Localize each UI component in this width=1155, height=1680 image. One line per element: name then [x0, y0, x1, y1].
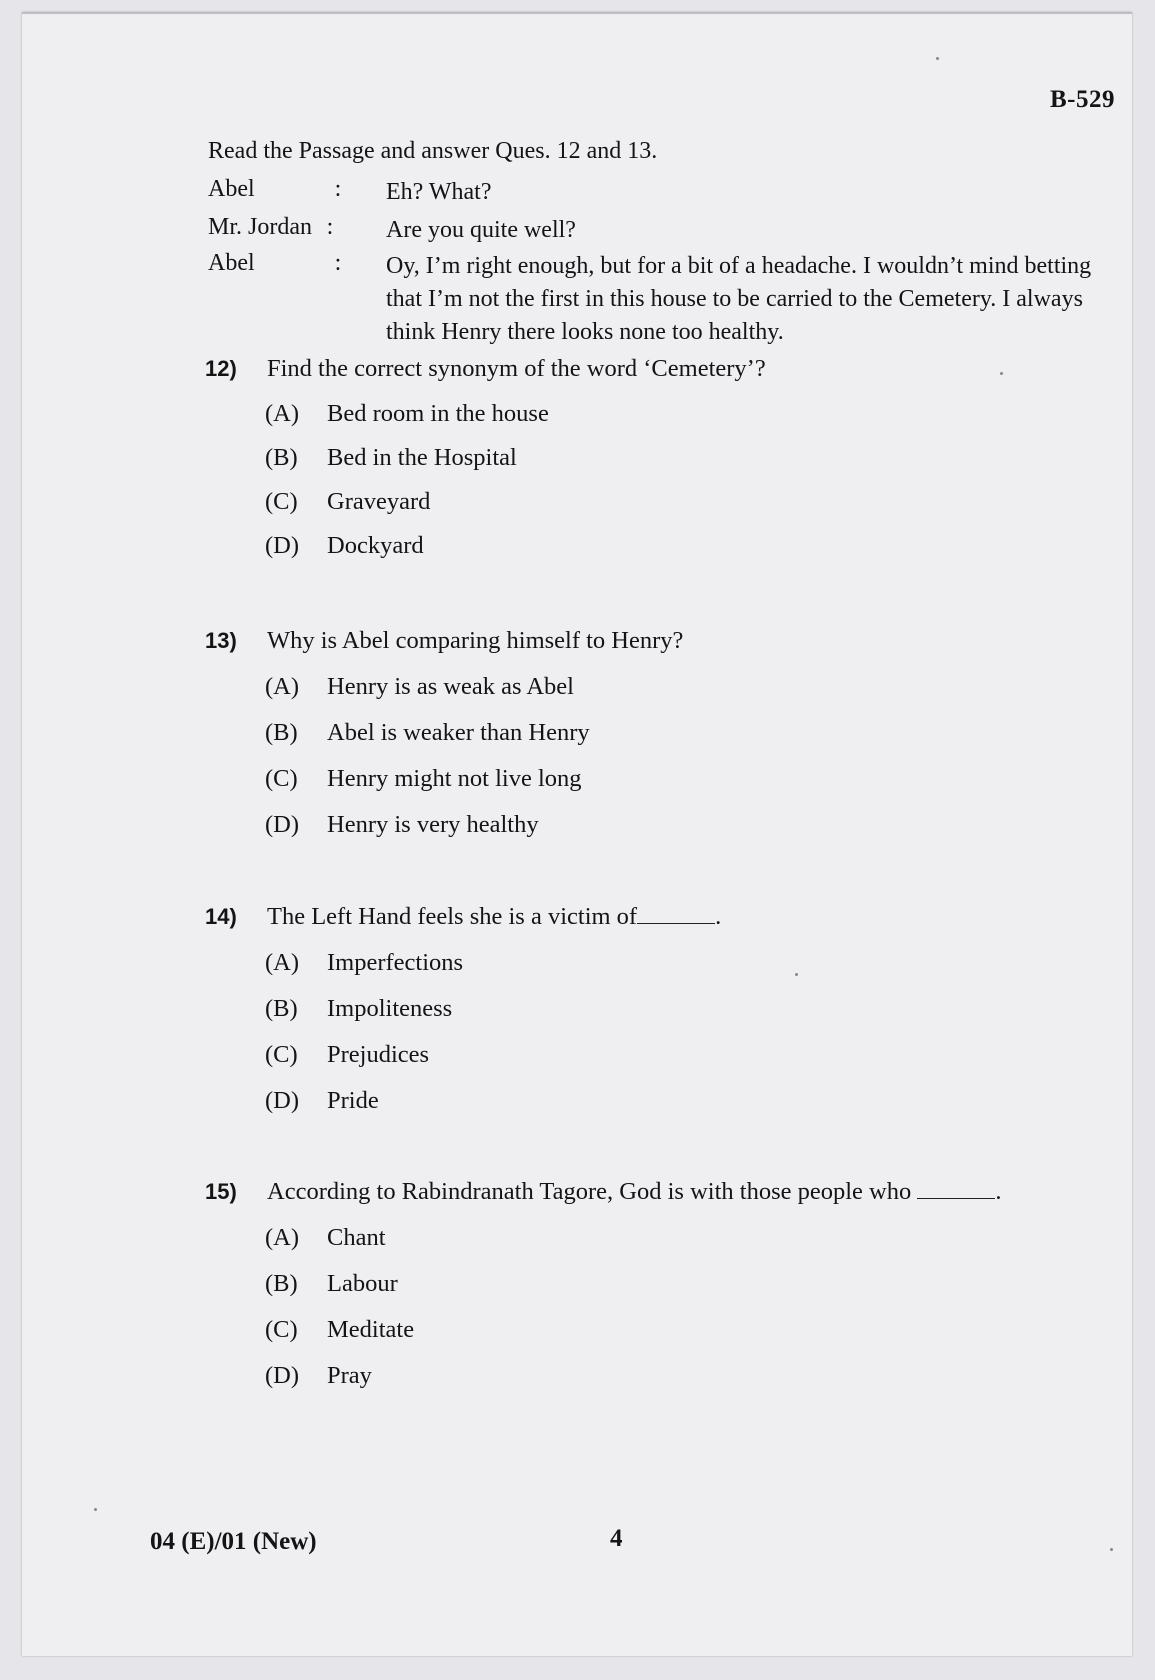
option-letter: (D)	[265, 1362, 300, 1389]
question-text: According to Rabindranath Tagore, God is with those people who	[267, 1178, 912, 1205]
dialogue-colon: :	[334, 250, 342, 276]
option-text: Imperfections	[327, 949, 464, 976]
option-a[interactable]	[265, 400, 549, 428]
option-a[interactable]	[265, 949, 463, 977]
question-number: 12)	[205, 356, 237, 381]
dialogue-text: Oy, I’m right enough, but for a bit of a headache. I wouldn’t mind betting that I’m not the first in this house to be carried to the Cemetery. I always think Henry there looks none too healthy.	[386, 253, 1092, 345]
option-letter: (D)	[265, 532, 300, 559]
option-c[interactable]	[265, 1041, 429, 1069]
question-text: Why is Abel comparing himself to Henry?	[267, 627, 684, 654]
option-letter: (B)	[265, 995, 298, 1022]
scan-speck	[936, 57, 939, 60]
dialogue-colon: :	[326, 214, 334, 240]
option-letter: (B)	[265, 1270, 298, 1297]
option-letter: (B)	[265, 719, 298, 746]
question-15	[205, 1178, 1105, 1206]
option-letter: (C)	[265, 1316, 298, 1343]
option-b[interactable]	[265, 719, 590, 747]
paper-code: 04 (E)/01 (New)	[150, 1528, 317, 1555]
scan-speck	[1110, 1548, 1113, 1551]
dialogue-speaker: Mr. Jordan	[208, 214, 312, 240]
dialogue-text: Eh? What?	[386, 179, 492, 205]
option-a[interactable]	[265, 1224, 386, 1252]
scan-speck	[795, 973, 798, 976]
page-code: B-529	[1050, 86, 1115, 113]
option-text: Meditate	[327, 1316, 415, 1343]
dialogue-text: Are you quite well?	[386, 217, 576, 243]
dialogue-speaker: Abel	[208, 250, 255, 276]
dialogue-speaker: Abel	[208, 176, 255, 202]
option-b[interactable]	[265, 1270, 398, 1298]
option-text: Abel is weaker than Henry	[327, 719, 590, 746]
question-14	[205, 903, 1105, 931]
option-letter: (A)	[265, 673, 300, 700]
option-text: Prejudices	[327, 1041, 430, 1068]
question-13	[205, 627, 1105, 655]
dialogue-colon: :	[334, 176, 342, 202]
option-b[interactable]	[265, 444, 517, 472]
option-letter: (A)	[265, 400, 300, 427]
option-letter: (A)	[265, 949, 300, 976]
question-12	[205, 355, 1105, 383]
option-c[interactable]	[265, 765, 582, 793]
option-letter: (A)	[265, 1224, 300, 1251]
question-text: Find the correct synonym of the word ‘Cemetery’?	[267, 355, 766, 382]
answer-blank	[917, 1180, 995, 1199]
passage-intro: Read the Passage and answer Ques. 12 and 13.	[208, 138, 658, 164]
option-text: Pray	[327, 1362, 372, 1389]
option-letter: (D)	[265, 811, 300, 838]
option-text: Henry is as weak as Abel	[327, 673, 574, 700]
option-d[interactable]	[265, 1362, 372, 1390]
option-text: Henry might not live long	[327, 765, 582, 792]
scan-speck	[1000, 372, 1003, 375]
option-d[interactable]	[265, 811, 539, 839]
option-d[interactable]	[265, 1087, 379, 1115]
answer-blank	[637, 905, 715, 924]
scan-speck	[94, 1508, 97, 1511]
option-letter: (C)	[265, 1041, 298, 1068]
option-text: Labour	[327, 1270, 398, 1297]
option-text: Bed in the Hospital	[327, 444, 517, 471]
page-number: 4	[610, 1525, 623, 1552]
option-text: Pride	[327, 1087, 379, 1114]
option-a[interactable]	[265, 673, 574, 701]
option-letter: (C)	[265, 488, 298, 515]
option-c[interactable]	[265, 1316, 414, 1344]
question-end: .	[715, 903, 722, 930]
option-text: Impoliteness	[327, 995, 453, 1022]
option-d[interactable]	[265, 532, 424, 560]
option-text: Graveyard	[327, 488, 431, 515]
option-c[interactable]	[265, 488, 430, 516]
question-text: The Left Hand feels she is a victim of	[267, 903, 638, 930]
option-text: Dockyard	[327, 532, 424, 559]
option-letter: (C)	[265, 765, 298, 792]
question-number: 13)	[205, 628, 237, 653]
option-letter: (D)	[265, 1087, 300, 1114]
question-number: 15)	[205, 1179, 237, 1204]
option-text: Bed room in the house	[327, 400, 549, 427]
question-number: 14)	[205, 904, 237, 929]
option-letter: (B)	[265, 444, 298, 471]
option-b[interactable]	[265, 995, 452, 1023]
option-text: Chant	[327, 1224, 386, 1251]
question-end: .	[995, 1178, 1002, 1205]
option-text: Henry is very healthy	[327, 811, 539, 838]
